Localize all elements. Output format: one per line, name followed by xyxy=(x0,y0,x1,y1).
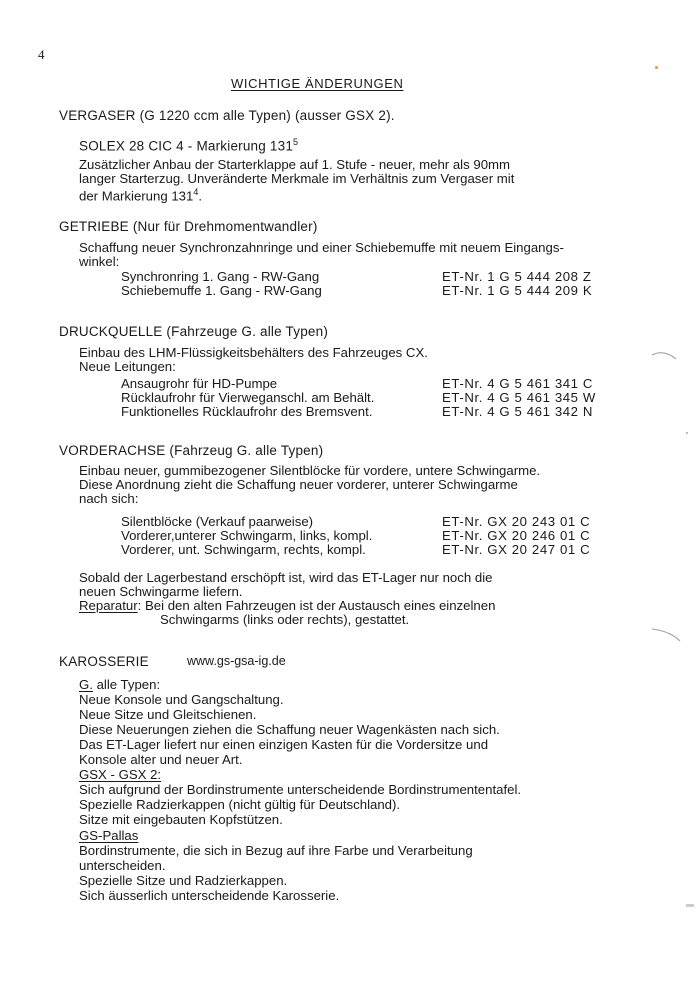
vorderachse-text-5: neuen Schwingarme liefern. xyxy=(79,584,243,599)
karosserie-line: Das ET-Lager liefert nur einen einzigen Kasten für die Vordersitze und xyxy=(79,737,489,752)
vorderachse-part-et: ET-Nr. GX 20 246 01 C xyxy=(442,528,591,543)
page-title: WICHTIGE ÄNDERUNGEN xyxy=(231,76,404,91)
vorderachse-part-name: Vorderer, unt. Schwingarm, rechts, kompl. xyxy=(121,542,366,557)
druckquelle-part-name: Funktionelles Rücklaufrohr des Bremsvent. xyxy=(121,404,373,419)
druckquelle-text-1: Einbau des LHM-Flüssigkeitsbehälters des Fahrzeuges CX. xyxy=(79,345,428,360)
vergaser-text-2: langer Starterzug. Unveränderte Merkmale im Verhältnis zum Vergaser mit xyxy=(79,171,515,186)
vorderachse-text-1: Einbau neuer, gummibezogener Silentblöcke für vordere, untere Schwingarme. xyxy=(79,463,541,478)
reparatur-note-2: Schwingarms (links oder rechts), gestattet. xyxy=(160,612,410,627)
vorderachse-part-name: Vorderer,unterer Schwingarm, links, kompl. xyxy=(121,528,373,543)
druckquelle-part-name: Rücklaufrohr für Vierweganschl. am Behält. xyxy=(121,390,375,405)
getriebe-text-1: Schaffung neuer Synchronzahnringe und einer Schiebemuffe mit neuem Eingangs- xyxy=(79,240,564,255)
karosserie-line: Sitze mit eingebauten Kopfstützen. xyxy=(79,812,283,827)
karosserie-line: unterscheiden. xyxy=(79,858,166,873)
vorderachse-text-2: Diese Anordnung zieht die Schaffung neuer vorderer, unterer Schwingarme xyxy=(79,477,518,492)
druckquelle-text-2: Neue Leitungen: xyxy=(79,359,176,374)
getriebe-text-2: winkel: xyxy=(79,254,120,269)
karosserie-line: Diese Neuerungen ziehen die Schaffung neuer Wagenkästen nach sich. xyxy=(79,722,500,737)
karosserie-line: Neue Konsole und Gangschaltung. xyxy=(79,692,284,707)
druckquelle-part-et: ET-Nr. 4 G 5 461 341 C xyxy=(442,376,594,391)
vorderachse-heading: VORDERACHSE (Fahrzeug G. alle Typen) xyxy=(59,443,324,458)
vorderachse-part-et: ET-Nr. GX 20 247 01 C xyxy=(442,542,591,557)
vorderachse-text-3: nach sich: xyxy=(79,491,139,506)
karosserie-heading: KAROSSERIE xyxy=(59,654,149,669)
karosserie-line: Neue Sitze und Gleitschienen. xyxy=(79,707,257,722)
vorderachse-text-4: Sobald der Lagerbestand erschöpft ist, wird das ET-Lager nur noch die xyxy=(79,570,493,585)
getriebe-part-et: ET-Nr. 1 G 5 444 208 Z xyxy=(442,269,592,284)
karosserie-g-label: G. alle Typen: xyxy=(79,677,161,692)
karosserie-pallas-label: GS-Pallas xyxy=(79,828,139,843)
vergaser-text-3: der Markierung $131^4$. xyxy=(79,187,203,204)
vorderachse-part-name: Silentblöcke (Verkauf paarweise) xyxy=(121,514,314,529)
getriebe-part-name: Schiebemuffe 1. Gang - RW-Gang xyxy=(121,283,322,298)
vorderachse-part-et: ET-Nr. GX 20 243 01 C xyxy=(442,514,591,529)
vergaser-text-1: Zusätzlicher Anbau der Starterklappe auf 1. Stufe - neuer, mehr als 90mm xyxy=(79,157,511,172)
website-url: www.gs-gsa-ig.de xyxy=(187,654,286,668)
karosserie-line: Spezielle Sitze und Radzierkappen. xyxy=(79,873,288,888)
druckquelle-part-et: ET-Nr. 4 G 5 461 345 W xyxy=(442,390,596,405)
scan-mark-decoration xyxy=(650,625,690,645)
karosserie-line: Sich aufgrund der Bordinstrumente unterscheidende Bordinstrumententafel. xyxy=(79,782,522,797)
druckquelle-part-name: Ansaugrohr für HD-Pumpe xyxy=(121,376,278,391)
page-number: 4 xyxy=(38,47,45,62)
druckquelle-part-et: ET-Nr. 4 G 5 461 342 N xyxy=(442,404,594,419)
karosserie-line: Sich äusserlich unterscheidende Karosserie. xyxy=(79,888,340,903)
vergaser-heading: VERGASER (G 1220 ccm alle Typen) (ausser GSX 2). xyxy=(59,108,395,123)
getriebe-heading: GETRIEBE (Nur für Drehmomentwandler) xyxy=(59,219,318,234)
karosserie-line: Konsole alter und neuer Art. xyxy=(79,752,243,767)
scan-speck-decoration xyxy=(686,904,694,907)
scan-mark-decoration xyxy=(650,345,680,365)
karosserie-gsx-label: GSX - GSX 2: xyxy=(79,767,162,782)
druckquelle-heading: DRUCKQUELLE (Fahrzeuge G. alle Typen) xyxy=(59,324,329,339)
scan-speck-decoration xyxy=(686,432,688,434)
karosserie-line: Bordinstrumente, die sich in Bezug auf ihre Farbe und Verarbeitung xyxy=(79,843,473,858)
getriebe-part-et: ET-Nr. 1 G 5 444 209 K xyxy=(442,283,593,298)
scan-speck-decoration xyxy=(655,66,658,69)
reparatur-note: Reparatur: Bei den alten Fahrzeugen ist der Austausch eines einzelnen xyxy=(79,598,496,613)
vergaser-solex-line: SOLEX 28 CIC 4 - Markierung $131^5$ xyxy=(79,137,299,154)
karosserie-line: Spezielle Radzierkappen (nicht gültig für Deutschland). xyxy=(79,797,401,812)
getriebe-part-name: Synchronring 1. Gang - RW-Gang xyxy=(121,269,320,284)
